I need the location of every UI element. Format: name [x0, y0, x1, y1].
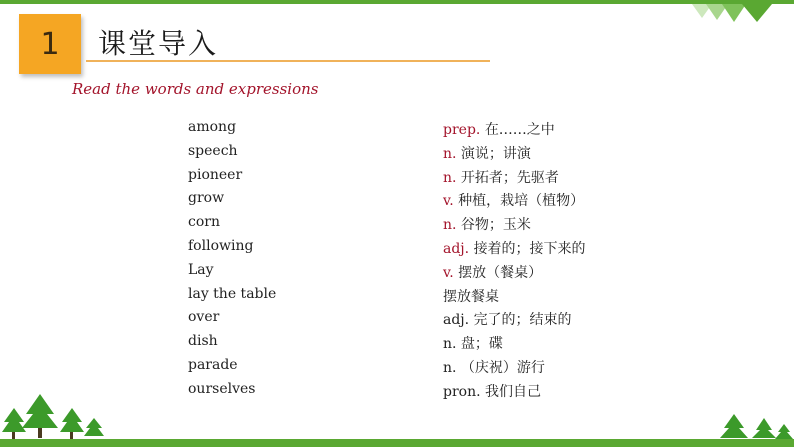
vocab-meaning-cell: [443, 119, 555, 139]
vocab-word: among: [188, 119, 237, 135]
vocab-row: [0, 117, 794, 141]
vocab-row: [0, 165, 794, 189]
vocab-meaning: 摆放餐桌: [443, 288, 499, 305]
vocab-meaning: （庆祝）游行: [460, 359, 545, 376]
vocab-meaning: 完了的；结束的: [473, 312, 572, 329]
part-of-speech: v.: [443, 264, 454, 281]
triangle-decoration: [692, 4, 772, 24]
top-green-bar: [0, 0, 794, 4]
part-of-speech: adj.: [443, 240, 470, 257]
vocab-meaning-cell: [443, 286, 499, 306]
vocab-meaning-cell: [443, 167, 559, 187]
part-of-speech: n.: [443, 217, 457, 234]
vocab-row: [0, 331, 794, 355]
vocab-word: lay the table: [188, 285, 277, 302]
vocab-word: over: [188, 309, 220, 326]
vocab-meaning-cell: [443, 333, 503, 353]
vocab-row: [0, 379, 794, 403]
vocab-word: grow: [188, 190, 225, 207]
vocab-word: parade: [188, 356, 238, 373]
trees-decoration-right: [704, 410, 794, 442]
vocab-row: [0, 188, 794, 212]
vocab-meaning-cell: [443, 357, 545, 377]
vocab-word: following: [188, 237, 254, 254]
vocab-row: [0, 355, 794, 379]
vocab-meaning: 在……之中: [484, 122, 555, 138]
trees-decoration-left: [0, 392, 110, 442]
vocab-row: [0, 141, 794, 165]
vocab-row: [0, 284, 794, 308]
vocab-meaning-cell: [443, 143, 531, 163]
vocab-row: [0, 260, 794, 284]
vocab-row: [0, 236, 794, 260]
part-of-speech: n.: [443, 359, 457, 376]
part-of-speech: prep.: [443, 122, 481, 138]
part-of-speech: adj.: [443, 312, 470, 329]
vocab-row: [0, 212, 794, 236]
part-of-speech: v.: [443, 193, 454, 210]
section-number-badge: [19, 14, 81, 74]
vocab-word: ourselves: [188, 380, 256, 397]
vocabulary-list: [0, 117, 794, 403]
part-of-speech: n.: [443, 145, 457, 162]
section-number: 1: [40, 26, 60, 62]
part-of-speech: n.: [443, 169, 457, 186]
vocab-meaning-cell: [443, 309, 572, 329]
title-underline: [86, 60, 490, 62]
vocab-meaning: 谷物；玉米: [460, 217, 531, 234]
vocab-word: corn: [188, 214, 220, 231]
vocab-meaning: 摆放（餐桌）: [458, 264, 543, 281]
vocab-meaning-cell: [443, 190, 584, 210]
vocab-meaning-cell: [443, 381, 541, 401]
vocab-meaning: 开拓者；先驱者: [460, 169, 559, 186]
instruction-subtitle: Read the words and expressions: [72, 80, 319, 98]
vocab-meaning-cell: [443, 262, 542, 282]
vocab-meaning: 演说；讲演: [460, 145, 531, 162]
section-title: 课堂导入: [98, 27, 219, 60]
vocab-word: speech: [188, 142, 238, 159]
part-of-speech: n.: [443, 336, 457, 353]
vocab-meaning: 接着的；接下来的: [473, 240, 586, 257]
vocab-meaning-cell: [443, 214, 531, 234]
vocab-meaning: 盘；碟: [460, 336, 503, 353]
vocab-word: pioneer: [188, 166, 243, 183]
part-of-speech: pron.: [443, 383, 481, 400]
bottom-green-bar: [0, 439, 794, 447]
vocab-meaning-cell: [443, 238, 586, 258]
vocab-row: [0, 307, 794, 331]
vocab-meaning: 我们自己: [485, 383, 542, 400]
vocab-meaning: 种植，栽培（植物）: [458, 193, 585, 210]
vocab-word: Lay: [188, 261, 214, 278]
vocab-word: dish: [188, 333, 218, 350]
